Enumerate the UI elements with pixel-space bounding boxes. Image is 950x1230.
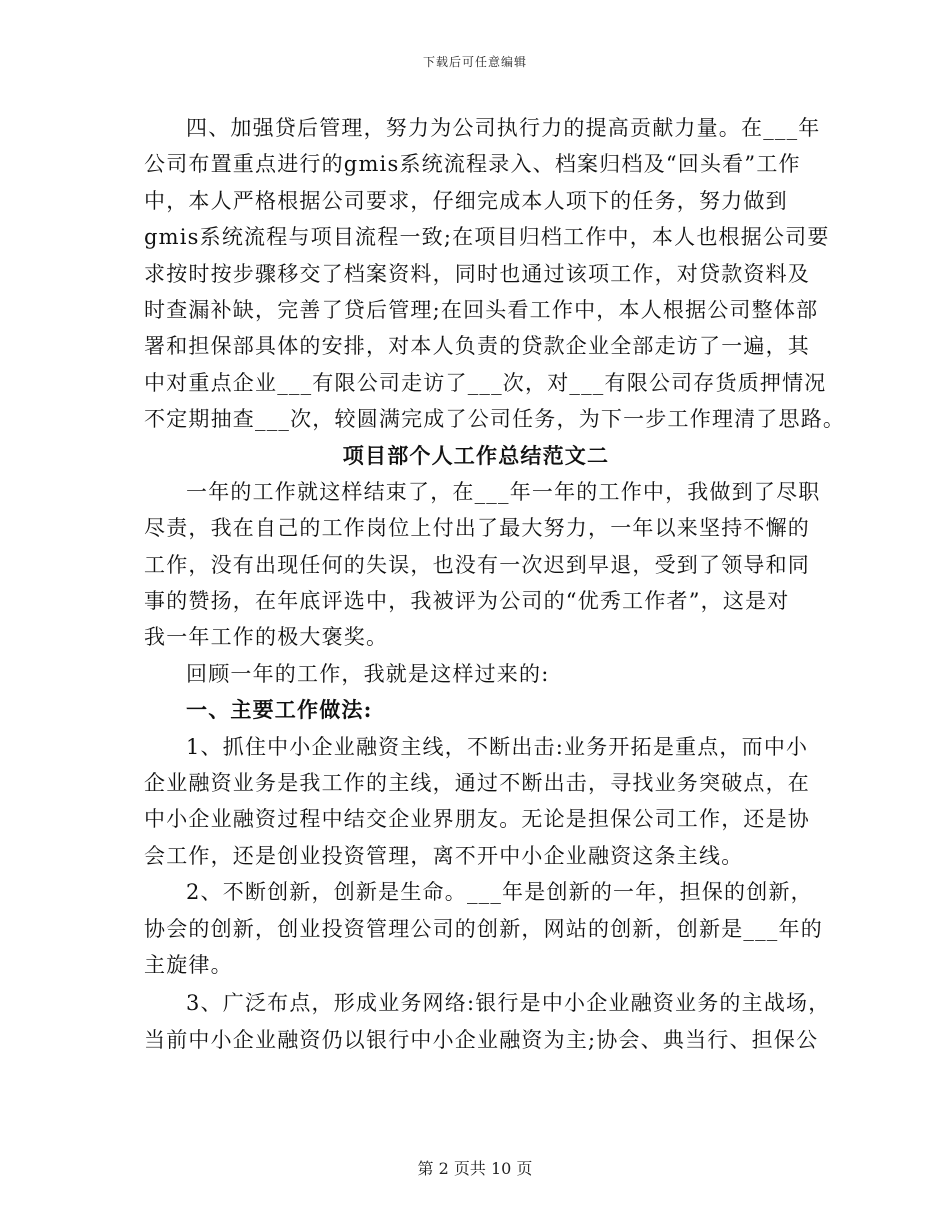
section-title: 项目部个人工作总结范文二 xyxy=(342,442,610,468)
document-body xyxy=(144,110,846,1058)
paragraph-line: 1、抓住中小企业融资主线，不断出击:业务开拓是重点，而中小 xyxy=(186,734,809,759)
paragraph-line: 企业融资业务是我工作的主线，通过不断出击，寻找业务突破点，在 xyxy=(144,771,810,796)
page-footer: 第 2 页共 10 页 xyxy=(417,1159,533,1178)
paragraph-line: 中小企业融资过程中结交企业界朋友。无论是担保公司工作，还是协 xyxy=(144,807,810,832)
paragraph-line: 当前中小企业融资仍以银行中小企业融资为主;协会、典当行、担保公 xyxy=(144,1027,819,1052)
paragraph-line: 公司布置重点进行的gmis系统流程录入、档案归档及“回头看”工作 xyxy=(144,152,801,177)
paragraph-line: 3、广泛布点，形成业务网络:银行是中小企业融资业务的主战场， xyxy=(186,991,831,1016)
paragraph-line: 时查漏补缺，完善了贷后管理;在回头看工作中，本人根据公司整体部 xyxy=(144,297,819,322)
paragraph-line: 2、不断创新，创新是生命。___年是创新的一年，担保的创新， xyxy=(186,880,813,905)
paragraph-line: 工作，没有出现任何的失误，也没有一次迟到早退，受到了领导和同 xyxy=(144,552,810,577)
paragraph-line: 尽责，我在自己的工作岗位上付出了最大努力，一年以来坚持不懈的 xyxy=(144,516,810,541)
subsection-heading: 一、主要工作做法: xyxy=(186,697,373,723)
paragraph-line: 回顾一年的工作，我就是这样过来的: xyxy=(186,661,550,686)
paragraph-line: 中对重点企业___有限公司走访了___次，对___有限公司存货质押情况 xyxy=(144,370,827,395)
paragraph-line: 主旋律。 xyxy=(144,952,233,977)
paragraph-line: 四、加强贷后管理，努力为公司执行力的提高贡献力量。在___年 xyxy=(186,116,821,140)
paragraph-line: gmis系统流程与项目流程一致;在项目归档工作中，本人也根据公司要 xyxy=(144,225,830,250)
paragraph-line: 会工作，还是创业投资管理，离不开中小企业融资这条主线。 xyxy=(144,843,744,868)
paragraph-line: 事的赞扬，在年底评选中，我被评为公司的“优秀工作者”，这是对 xyxy=(144,589,790,614)
paragraph-line: 不定期抽查___次，较圆满完成了公司任务，为下一步工作理清了思路。 xyxy=(144,407,846,432)
paragraph-line: 署和担保部具体的安排，对本人负责的贷款企业全部走访了一遍，其 xyxy=(144,334,810,359)
paragraph-line: 我一年工作的极大褒奖。 xyxy=(144,625,389,650)
paragraph-line: 协会的创新，创业投资管理公司的创新，网站的创新，创新是___年的 xyxy=(144,916,823,941)
paragraph-line: 中，本人严格根据公司要求，仔细完成本人项下的任务，努力做到 xyxy=(144,188,788,213)
paragraph-line: 求按时按步骤移交了档案资料，同时也通过该项工作，对贷款资料及 xyxy=(144,261,810,286)
paragraph-line: 一年的工作就这样结束了，在___年一年的工作中，我做到了尽职 xyxy=(186,479,821,504)
page-header: 下载后可任意编辑 xyxy=(422,55,527,69)
